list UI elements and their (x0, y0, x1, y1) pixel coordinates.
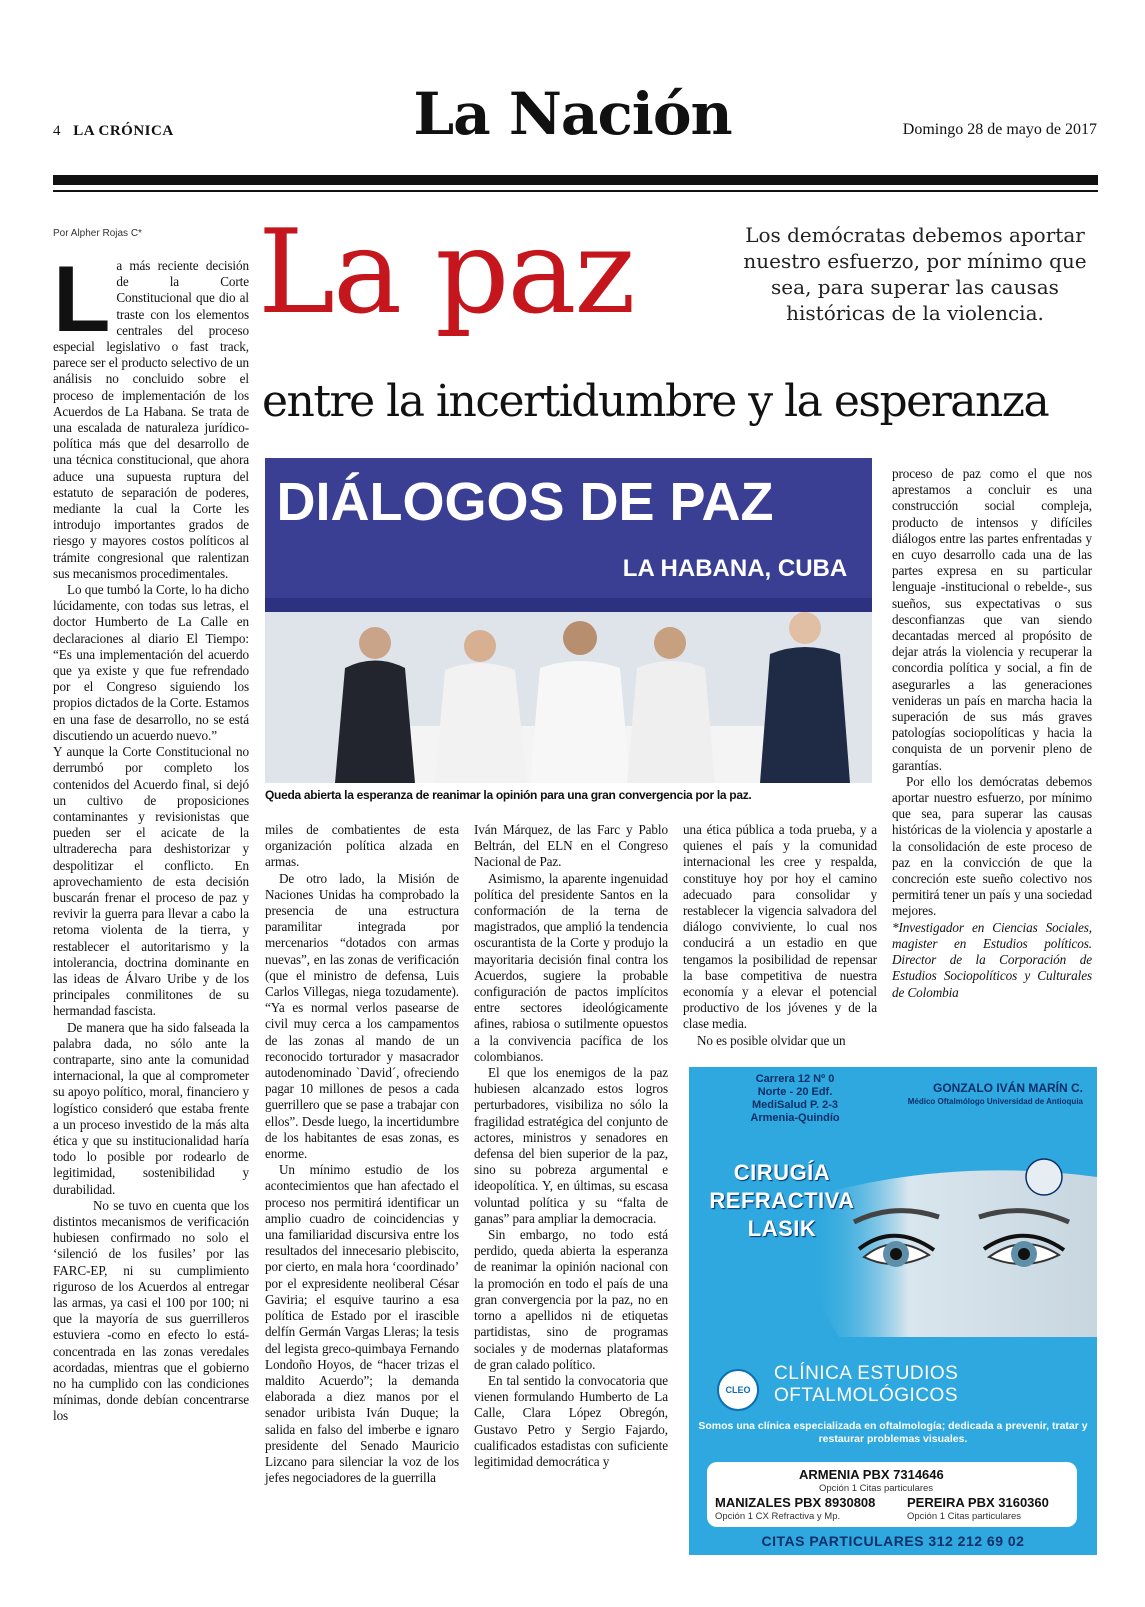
byline: Por Alpher Rojas C* (53, 228, 142, 239)
article-column-3 (474, 822, 668, 1470)
paragraph: Por ello los demócratas debemos aportar nuestro esfuerzo, por mínimo que sea, para superar las causas históricas de la violencia y apostarle a la consolidación de este proceso de paz en la convicción de que la concreción este sueño colectivo nos permitirá tener un país y una sociedad mejores. (892, 773, 1092, 919)
masthead: La Nación (413, 80, 732, 148)
article-photo (265, 458, 872, 783)
paragraph: una ética pública a toda prueba, y a quienes el país y la comunidad internacional les cree y respalda, constituye hoy por hoy el camino adecuado para consolidar y restablecer la vigencia salvadora del diálogo conviviente, lo cual nos conducirá a un estadio en que tengamos la posibilidad de repensar la base competitiva de nuestra economía y a elevar el potencial productivo de los jóvenes y de la clase media. (683, 822, 877, 1032)
banner-subtext: LA HABANA, CUBA (622, 555, 848, 582)
ad-address: Carrera 12 Nº 0 Norte - 20 Edf. MediSalud P. 2-3 Armenia-Quindío (750, 1073, 840, 1124)
ad-clinic-name: CLÍNICA ESTUDIOS OFTALMOLÓGICOS (774, 1363, 959, 1406)
ad-private-appointments: CITAS PARTICULARES 312 212 69 02 (761, 1533, 1025, 1549)
phone-armenia-option: Opción 1 Citas particulares (819, 1483, 934, 1494)
paragraph: Sin embargo, no todo está perdido, queda abierta la esperanza de reanimar la opinión nacional con la promoción en todo el país de una gran convergencia por la paz, no en torno a apellidos ni de etiquetas partidistas, sino de programas sociales y de modernas plataformas de gran calado político. (474, 1227, 668, 1372)
phone-pereira-option: Opción 1 Citas particulares (907, 1511, 1022, 1522)
drop-cap: L (53, 246, 111, 351)
phone-pereira: PEREIRA PBX 3160360 (907, 1495, 1049, 1510)
paragraph: proceso de paz como el que nos aprestamos a concluir es una construcción social compleja, producto de intensos y difíciles diálogos entre las partes enfrentadas y en cuyo desarrollo cada una de las partes expresa en su particular lenguaje -institucional o rebelde-, sus sueños, sus expectativas o sus desconfianzas que van siendo decantadas merced al propósito de dejar atrás la violencia y recuperar la concordia política y social, a fin de asegurarles a las generaciones venideras un país en marcha hacia la superación de sus más graves patologías sociopolíticas y hacia la conquista de un porvenir pleno de garantías. (892, 466, 1092, 773)
article-column-4 (683, 822, 877, 1049)
author-note: *Investigador en Ciencias Sociales, magister en Estudios políticos. Director de la Corporación de Estudios Sociopolíticos y Culturales de Colombia (892, 919, 1092, 1000)
article-column-5 (892, 466, 1092, 1001)
phone-manizales: MANIZALES PBX 8930808 (715, 1495, 876, 1510)
paragraph: Un mínimo estudio de los acontecimientos que han afectado el proceso nos permitirá identificar un amplio cuadro de coincidencias y una familiaridad discursiva entre los resultados del innecesario plebiscito, por cierto, en mala hora ‘coordinado’ por el expresidente neoliberal César Gaviria; el esquive taurino a esa política de Estado por el irascible delfín Germán Vargas Lleras; la tesis del legista greco-quimbaya Fernando Londoño Hoyos, de “hacer trizas el maldito Acuerdo”; la demanda elaborada a diez manos por el senador uribista Iván Duque; la salida en falso del imberbe e ignaro presidente del Senado Mauricio Lizcano para silenciar la voz de los jefes negociadores de la guerrilla (265, 1162, 459, 1486)
paragraph: El que los enemigos de la paz hubiesen alcanzado estos logros perturbadores, visibiliza no sólo la fragilidad estratégica del conjunto de actores, ministros y senadores en defensa del bien superior de la paz, sino su pobreza argumental e ideopolítica. Y, en últimas, su escasa voluntad política y su “falta de ganas” para ampliar la democracia. (474, 1065, 668, 1226)
paragraph: No es posible olvidar que un (697, 1032, 846, 1048)
article-subtitle: entre la incertidumbre y la esperanza (262, 376, 1049, 427)
issue-date: Domingo 28 de mayo de 2017 (902, 121, 1097, 138)
ad-phone-box (707, 1462, 1077, 1527)
pull-quote: Los demócratas debemos aportar nuestro esfuerzo, por mínimo que sea, para superar las causas históricas de la violencia. (743, 223, 1087, 325)
clinic-logo-text: CLEO (725, 1385, 751, 1395)
paragraph: De manera que ha sido falseada la palabra dada, no sólo ante la contraparte, sino ante la comunidad internacional, la que al comprometer su apoyo político, moral, financiero y logístico consideró que estaba frente a un proceso investido de la más alta ética y que su institucionalidad haría todo lo posible por rodearlo de legitimidad, sostenibilidad y durabilidad. (53, 1019, 249, 1197)
article-title: La paz (258, 205, 634, 340)
header-rule-thin (53, 190, 1098, 192)
clinic-logo-icon (717, 1369, 759, 1411)
photo-caption: Queda abierta la esperanza de reanimar la opinión para una gran convergencia por la paz. (265, 788, 752, 802)
paragraph: Lo que tumbó la Corte, lo ha dicho lúcidamente, con todas sus letras, el doctor Humberto de La Calle en declaraciones al diario El Tiempo: “Es una implementación del acuerdo que ya existe y que fue refrendado por el Congreso siguiendo los propios dictados de la Corte. Estamos en una fase de desarrollo, no se está discutiendo un acuerdo nuevo.” (53, 582, 249, 743)
ad-slogan: Somos una clínica especializada en oftalmología; dedicada a prevenir, tratar y restaurar problemas visuales. (698, 1420, 1088, 1445)
paragraph: Iván Márquez, de las Farc y Pablo Beltrán, del ELN en el Congreso Nacional de Paz. (474, 822, 668, 870)
paragraph: miles de combatientes de esta organización política alzada en armas. (265, 822, 459, 870)
paragraph: De otro lado, la Misión de Naciones Unidas ha comprobado la presencia de una estructura paramilitar integrada por mercenarios “dotados con armas nuevas”, en las zonas de verificación (que el ministro de defensa, Luis Carlos Villegas, niega tozudamente). “Ya es normal verlos pasearse de civil muy cerca a los campamentos de las zonas al mando de un reconocido torturador y masacrador autodenominado `David´, ofreciendo pagar 10 millones de pesos a cada guerrillero que se pase a trabajar con ellos”. Desde luego, la incertidumbre de los habitantes de esas zonas, es enorme. (265, 870, 459, 1162)
section-name: LA CRÓNICA (73, 123, 174, 139)
ad-headline: CIRUGÍA REFRACTIVA LASIK (709, 1160, 855, 1241)
paragraph-text: a más reciente decisión de la Corte Constitucional que dio al traste con los elementos centrales del proceso especial legislativo o fast track, parece ser el producto selectivo de un análisis no concluido sobre el proceso de implementación de los Acuerdos de La Habana. Se trata de una escalada de naturaleza jurídico-política más que del desarrollo de una técnica constitucional, que ahora aduce una supuesta ruptura del estatuto de separación de poderes, mediante la cual la Corte les introdujo importantes grados de riesgo y mayores costos políticos al trámite congresional que ralentizan sus mecanismos procedimentales. (53, 258, 249, 581)
phone-manizales-option: Opción 1 CX Refractiva y Mp. (715, 1511, 841, 1522)
paragraph (53, 246, 249, 582)
paragraph: No se tuvo en cuenta que los distintos mecanismos de verificación hubiesen confirmado no solo el ‘silenció de los fusiles’ por las FARC-EP, ni su cumplimiento riguroso de los Acuerdos al entregar las armas, ya casi el 100 por 100; ni que la mayoría de sus guerrilleros estuviera -como en efecto lo está- concentrada en las zonas veredales acordadas, mientras que el gobierno no ha cumplido con las condiciones mínimas, donde debían concentrarse los (53, 1197, 249, 1424)
ad-doctor-name: GONZALO IVÁN MARÍN C. (933, 1081, 1083, 1095)
page-number: 4 (53, 123, 61, 139)
paragraph: Asimismo, la aparente ingenuidad política del presidente Santos en la conformación de la terna de magistrados, que amplió la tendencia oscurantista de la Corte y produjo la mayoritaria decisión final contra los Acuerdos, sugiere la probable configuración de pactos implícitos entre sectores ideológicamente afines, rabiosa o sutilmente opuestos a la convivencia pacífica de los colombianos. (474, 870, 668, 1064)
paragraph: En tal sentido la convocatoria que vienen formulando Humberto de La Calle, Clara López Obregón, Gustavo Petro y Sergio Fajardo, cualificados estadistas con suficiente legitimidad democrática y (474, 1372, 668, 1469)
ad-doctor-title: Médico Oftalmólogo Universidad de Antioquia (907, 1097, 1083, 1106)
article-column-2 (265, 822, 459, 1486)
header-rule-thick (53, 175, 1098, 185)
clinic-advertisement (689, 1067, 1097, 1555)
article-column-1 (53, 246, 249, 1425)
phone-armenia: ARMENIA PBX 7314646 (799, 1467, 944, 1482)
paragraph: Y aunque la Corte Constitucional no derrumbó por completo los contenidos del Acuerdo final, si dejó un cultivo de proposiciones contaminantes y revisionistas que pueden ser el acicate de la ultraderecha para deshistorizar y despolitizar el conflicto. En aprovechamiento de esta decisión buscarán frenar el proceso de paz y revivir la guerra para llevar a cabo la retoma violenta de la tierra, y restablecer el autoritarismo y la intolerancia, doctrina dominante en las ideas de Álvaro Uribe y de los principales conmilitones de su hermandad fascista. (53, 744, 249, 1019)
banner-text: DIÁLOGOS DE PAZ (276, 472, 774, 532)
